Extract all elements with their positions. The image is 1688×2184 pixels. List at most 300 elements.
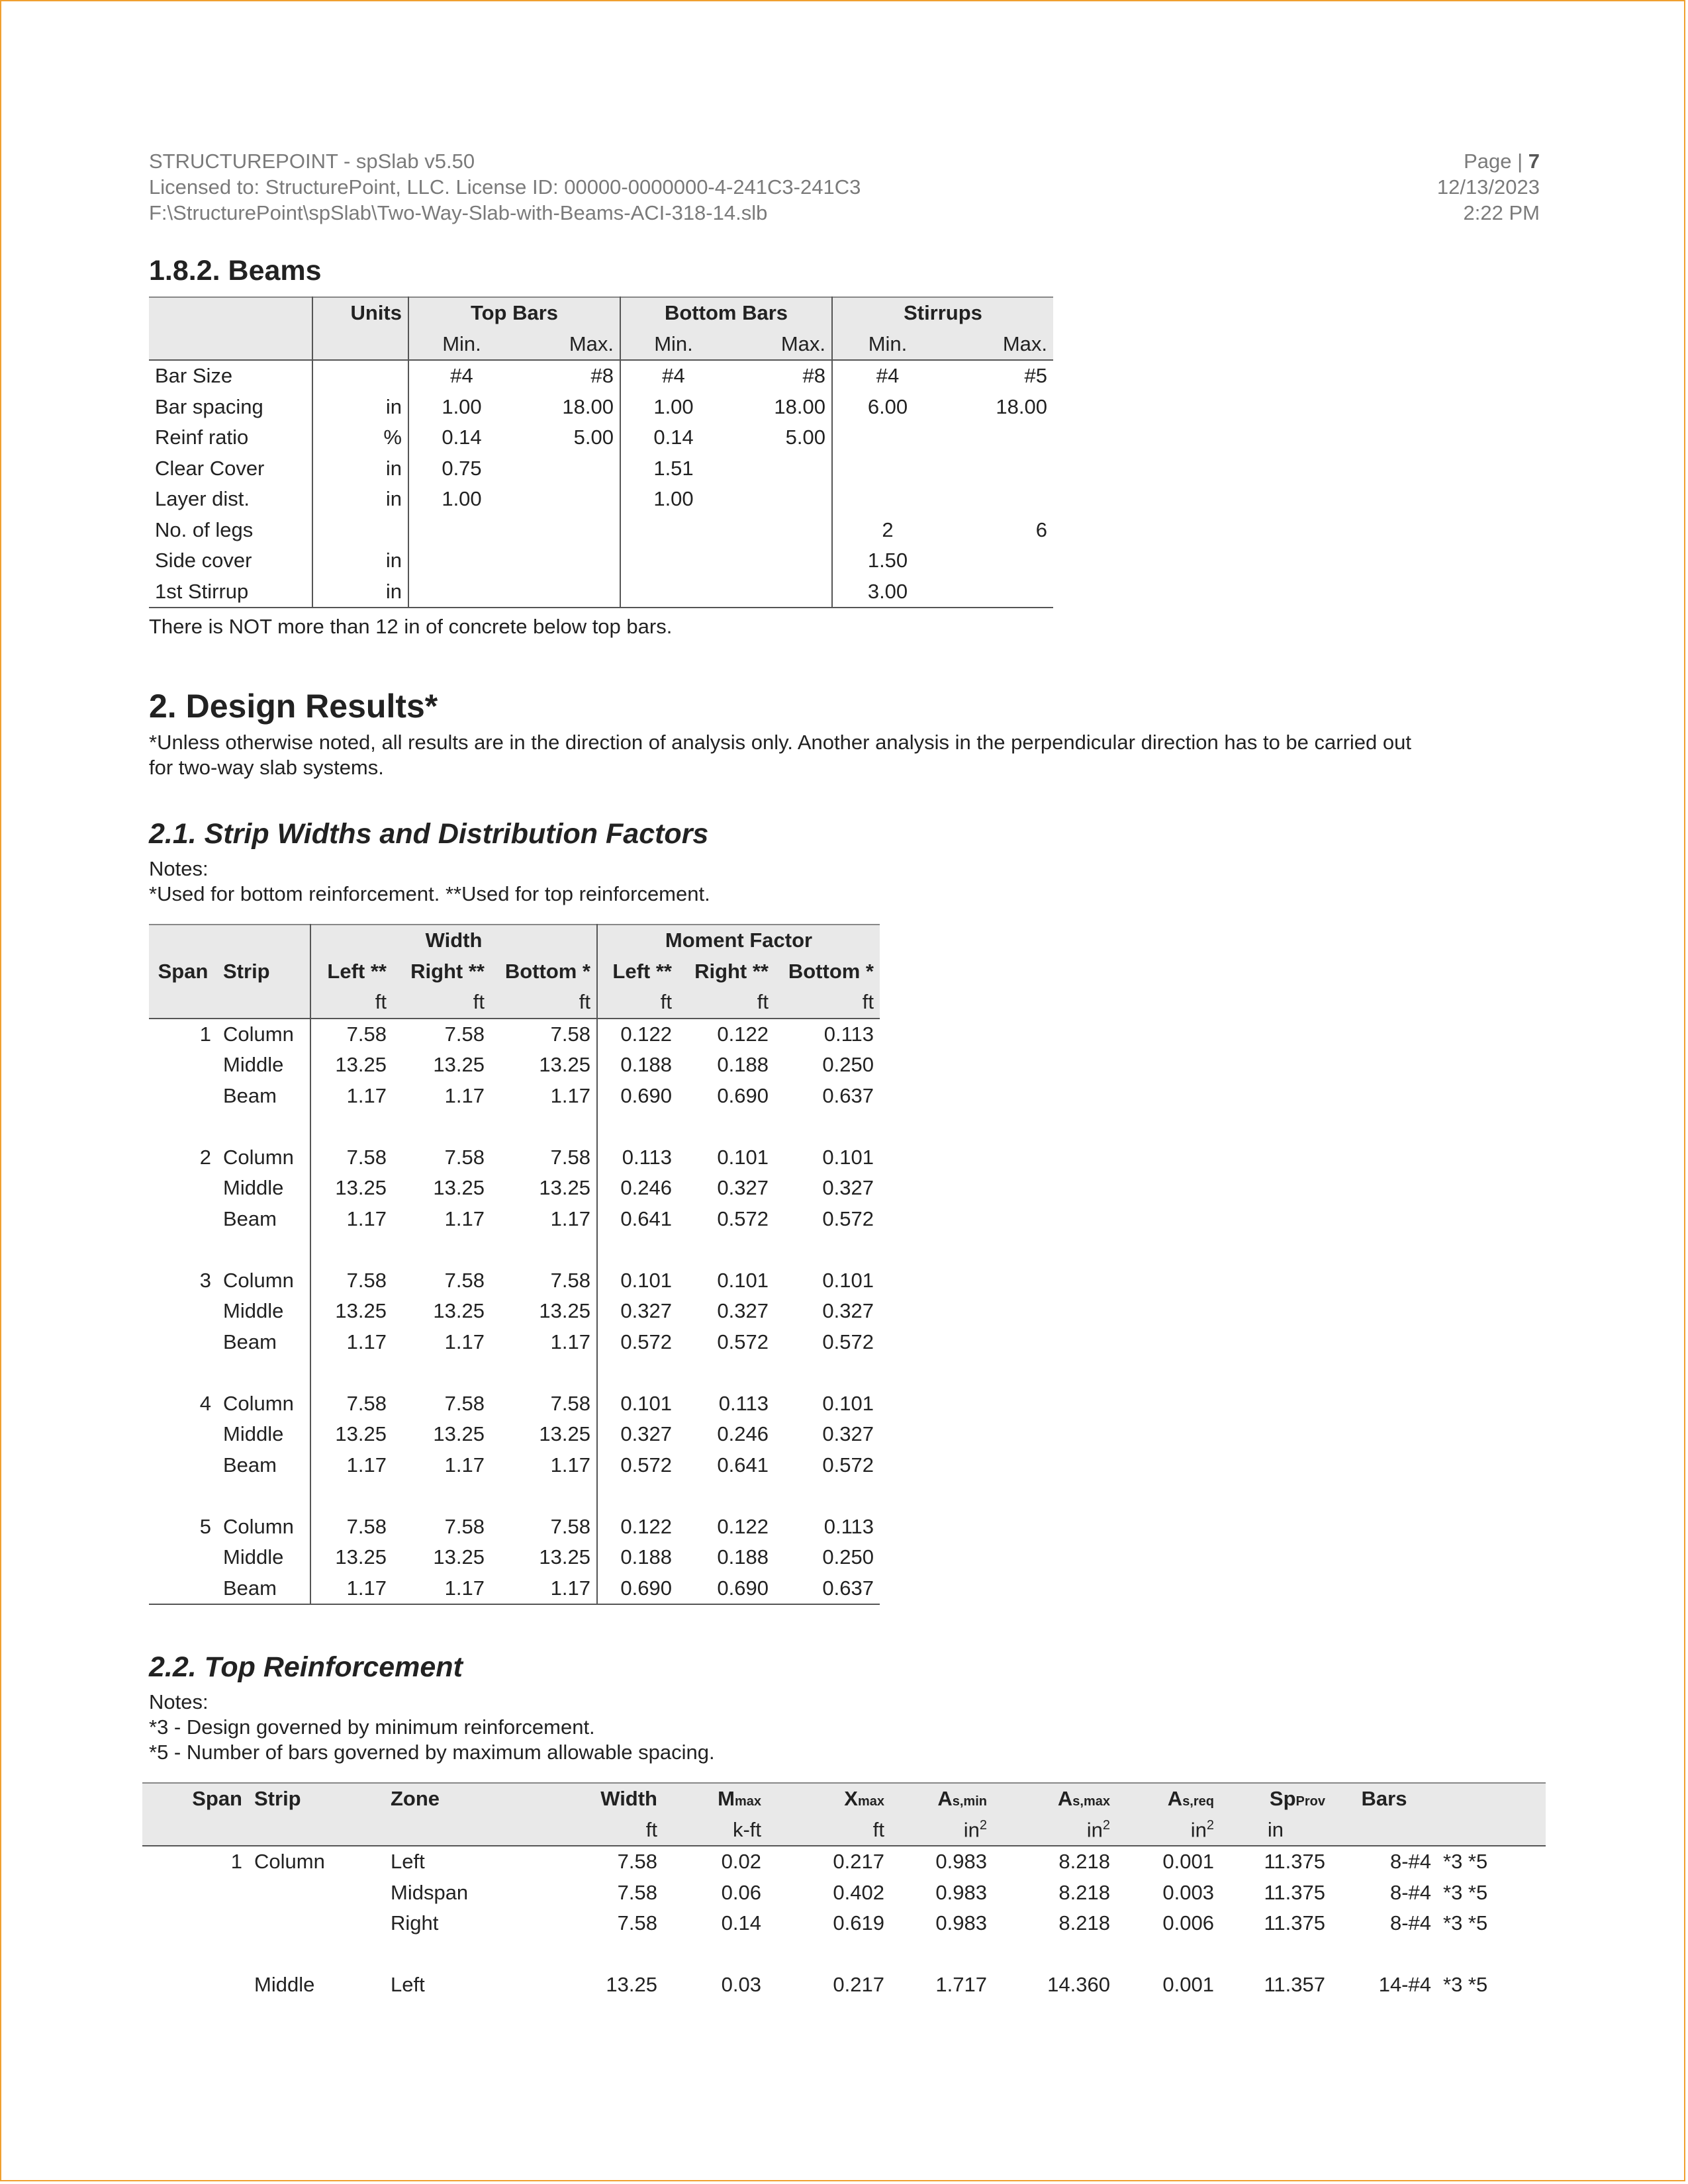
asmin-subscript: s,min [952,1794,987,1809]
span-cell [149,1327,217,1358]
strip-cell: Column [223,1022,294,1046]
top-max-header: Max. [569,332,614,355]
moment-bottom-cell: 0.572 [822,1453,874,1477]
design-note-line-2: for two-way slab systems. [149,756,384,779]
moment-right-cell: 0.572 [717,1330,769,1353]
strip-widths-table [149,924,880,1605]
spacer-cell [663,1939,767,1970]
report-header-right [1437,148,1540,226]
stirrup-max-header: Max. [1002,332,1047,355]
spacer-cell [142,1939,248,1970]
moment-bottom-cell: 0.572 [822,1330,874,1353]
spacer-cell [393,1480,491,1512]
moment-left-cell: 0.572 [597,1327,678,1358]
row-label: Reinf ratio [155,426,249,449]
span-cell: 5 [199,1514,211,1538]
beams-header-row [149,297,1053,329]
width-right-cell: 7.58 [444,1391,485,1415]
moment-right-cell: 0.690 [717,1083,769,1107]
asmin-symbol: A [937,1787,953,1811]
spacer-cell [217,1234,310,1265]
zone-cell: Right [391,1911,439,1935]
header-moment-factor: Moment Factor [597,925,880,956]
width-right-cell: 13.25 [433,1545,485,1569]
width-bottom-cell: 7.58 [550,1145,590,1169]
strip-row [149,1081,880,1112]
header-file-path: F:\StructurePoint\spSlab\Two-Way-Slab-with-Beams-ACI-318-14.slb [149,201,768,224]
stirrup-min-cell: 1.50 [832,545,943,576]
width-right-cell: 1.17 [444,1453,485,1477]
bottom-max-cell: #8 [802,364,825,388]
strip-cell: Beam [223,1083,277,1107]
top-units-row [142,1815,1546,1846]
mmax-cell: 0.03 [721,1973,761,1997]
notes-cell: *3 *5 [1443,1850,1488,1874]
as-min-cell: 0.983 [935,1850,987,1874]
spacer-cell [678,1480,774,1512]
spacer-cell [310,1111,393,1142]
beams-subheader-row [149,329,1053,361]
spacer-row [149,1480,880,1512]
strip-header-row-2 [149,956,880,987]
as-max-cell: 14.360 [1047,1973,1110,1997]
width-bottom-cell: 1.17 [550,1453,590,1477]
moment-bottom-cell: 0.327 [822,1176,874,1200]
width-right-cell: 13.25 [433,1422,485,1446]
strip-row [149,1296,880,1327]
spacer-cell [678,1357,774,1388]
width-bottom-cell: 1.17 [550,1330,590,1353]
width-left-cell: 7.58 [310,1019,393,1050]
moment-left-cell: 0.122 [597,1512,678,1543]
moment-right-cell: 0.327 [717,1299,769,1323]
beams-table [149,296,1053,608]
bottom-min-cell: #4 [620,360,726,392]
moment-bottom-cell: 0.113 [823,1022,874,1046]
strip-row [149,1019,880,1050]
design-results-note [149,730,1411,780]
top-min-cell [408,576,514,608]
stirrup-min-cell [832,422,943,453]
width-right-cell: 7.58 [444,1268,485,1292]
span-cell: 2 [199,1145,211,1169]
spacer-row [149,1234,880,1265]
header-moment-right: Right ** [694,959,769,983]
top-max-cell [514,576,620,608]
width-right-cell: 13.25 [433,1053,485,1077]
moment-left-cell: 0.101 [597,1265,678,1297]
stirrup-min-cell [832,453,943,484]
moment-right-cell: 0.122 [717,1514,769,1538]
spacer-cell [597,1111,678,1142]
spacer-cell [310,1357,393,1388]
spacer-row [149,1111,880,1142]
sp-prov-cell: 11.375 [1264,1911,1325,1935]
report-header-left [149,148,861,226]
strip-row [149,1173,880,1204]
unit-ft: ft [757,990,769,1014]
header-strip: Strip [223,959,270,983]
unit-ft: ft [473,990,485,1014]
span-cell: 1 [199,1022,211,1046]
header-width-right: Right ** [410,959,485,983]
width-right-cell: 1.17 [444,1206,485,1230]
xmax-subscript: max [857,1794,884,1809]
width-left-cell: 13.25 [310,1296,393,1327]
span-cell [149,1050,217,1081]
section-design-results-title: 2. Design Results* [149,688,438,725]
strip-cell [248,1878,385,1909]
spacer-cell [1331,1939,1437,1970]
spacer-cell [597,1480,678,1512]
top-reinf-row [142,1970,1546,2001]
beams-row [149,576,1053,608]
moment-bottom-cell: 0.101 [822,1391,874,1415]
bottom-min-cell: 1.51 [620,453,726,484]
bottom-min-cell: 1.00 [620,392,726,423]
beams-note: There is NOT more than 12 in of concrete below top bars. [149,615,673,638]
header-moment-bottom: Bottom * [788,959,874,983]
stirrup-max-cell [943,576,1053,608]
moment-right-cell: 0.101 [717,1268,769,1292]
unit-as-max [993,1815,1116,1846]
beams-row [149,545,1053,576]
spacer-cell [310,1234,393,1265]
header-xmax [767,1783,890,1815]
top-max-cell: 18.00 [562,394,614,418]
moment-right-cell: 0.101 [717,1145,769,1169]
zone-cell: Midspan [391,1880,469,1904]
unit-cell [312,360,408,392]
zone-cell: Left [391,1850,425,1874]
span-cell [149,1573,217,1605]
width-right-cell: 1.17 [444,1083,485,1107]
notes-cell: *3 *5 [1443,1911,1488,1935]
width-left-cell: 1.17 [310,1081,393,1112]
spacer-cell [774,1111,880,1142]
unit-cell: in [312,576,408,608]
bottom-min-cell [620,576,726,608]
spacer-cell [678,1234,774,1265]
header-strip: Strip [254,1787,301,1811]
spacer-cell [774,1480,880,1512]
unit-ft: ft [597,987,678,1019]
moment-bottom-cell: 0.250 [822,1053,874,1077]
bottom-max-cell: 5.00 [785,426,825,449]
strip-cell: Column [223,1145,294,1169]
spacer-cell [149,1234,217,1265]
header-program: STRUCTUREPOINT - spSlab v5.50 [149,150,475,173]
strip-notes [149,856,710,907]
asmax-symbol: A [1057,1787,1073,1811]
unit-cell: in [312,545,408,576]
mmax-cell: 0.14 [721,1911,761,1935]
header-moment-left: Left ** [597,956,678,987]
unit-ft: ft [862,990,874,1014]
width-bottom-cell: 1.17 [550,1083,590,1107]
strip-cell: Middle [223,1299,284,1323]
strip-cell [248,1908,385,1939]
mmax-symbol: M [718,1787,735,1811]
unit-cell: in [312,453,408,484]
unit-sp: in [1267,1817,1284,1841]
beams-row [149,453,1053,484]
width-bottom-cell: 13.25 [539,1176,590,1200]
section-top-reinforcement-title: 2.2. Top Reinforcement [149,1651,463,1683]
moment-left-cell: 0.113 [597,1142,678,1173]
section-beams-title: 1.8.2. Beams [149,255,322,287]
span-cell [149,1296,217,1327]
spacer-cell [491,1111,597,1142]
width-bottom-cell: 1.17 [550,1206,590,1230]
bottom-max-cell [726,453,832,484]
bottom-min-cell: 0.14 [620,422,726,453]
as-req-cell: 0.003 [1162,1880,1214,1904]
spacer-cell [217,1357,310,1388]
moment-bottom-cell: 0.101 [822,1145,874,1169]
unit-cell [312,515,408,546]
width-left-cell: 13.25 [310,1050,393,1081]
unit-width: ft [645,1817,657,1841]
width-bottom-cell: 7.58 [550,1268,590,1292]
top-note-1: *3 - Design governed by minimum reinforcement. [149,1715,595,1739]
stirrup-max-cell [943,545,1053,576]
strip-row [149,1573,880,1605]
sp-symbol: Sp [1269,1787,1296,1811]
width-cell: 7.58 [617,1911,657,1935]
strip-row [149,1204,880,1235]
moment-right-cell: 0.690 [717,1576,769,1600]
spacer-cell [217,1480,310,1512]
asreq-subscript: s,req [1182,1794,1214,1809]
row-label: Bar Size [155,364,233,388]
header-width-bottom: Bottom * [504,959,590,983]
width-left-cell: 1.17 [310,1204,393,1235]
width-bottom-cell: 1.17 [550,1576,590,1600]
row-label: Bar spacing [155,394,263,418]
spacer-cell [993,1939,1116,1970]
header-as-req [1116,1783,1220,1815]
width-cell: 13.25 [606,1973,657,1997]
width-bottom-cell: 7.58 [550,1391,590,1415]
as-req-cell: 0.001 [1162,1973,1214,1997]
moment-right-cell: 0.327 [717,1176,769,1200]
unit-in: in [1086,1817,1103,1841]
top-min-cell: #4 [408,360,514,392]
unit-cell: in [312,484,408,515]
width-right-cell: 7.58 [444,1022,485,1046]
spacer-cell [385,1939,520,1970]
strip-cell: Middle [223,1545,284,1569]
spacer-cell [248,1939,385,1970]
spacer-cell [1116,1939,1220,1970]
top-max-cell: 5.00 [573,426,614,449]
top-min-cell: 0.14 [408,422,514,453]
spacer-row [142,1939,1546,1970]
header-mmax [663,1783,767,1815]
top-reinf-row [142,1878,1546,1909]
moment-bottom-cell: 0.637 [822,1576,874,1600]
notes-cell: *3 *5 [1443,1880,1488,1904]
stirrup-max-cell: 18.00 [996,394,1047,418]
strip-cell: Beam [223,1576,277,1600]
moment-bottom-cell: 0.327 [822,1299,874,1323]
span-cell [149,1173,217,1204]
row-label: Side cover [155,549,252,572]
stirrup-min-header: Min. [832,329,943,361]
width-left-cell: 1.17 [310,1573,393,1605]
span-cell [149,1450,217,1481]
moment-left-cell: 0.246 [597,1173,678,1204]
spacer-cell [149,1111,217,1142]
strip-units-row [149,987,880,1019]
moment-right-cell: 0.188 [717,1545,769,1569]
beams-row [149,360,1053,392]
section-strip-widths-title: 2.1. Strip Widths and Distribution Factors [149,818,709,850]
top-reinf-row [142,1846,1546,1878]
span-cell [149,1204,217,1235]
strip-row [149,1327,880,1358]
design-note-line-1: *Unless otherwise noted, all results are in the direction of analysis only. Another analysis in the perpendicular direction has to be carried out [149,731,1411,754]
width-left-cell: 7.58 [310,1512,393,1543]
spacer-cell [217,1111,310,1142]
as-req-cell: 0.001 [1162,1850,1214,1874]
bars-cell: 8-#4 [1389,1850,1431,1874]
sp-prov-cell: 11.357 [1264,1973,1325,1997]
spacer-cell [491,1480,597,1512]
moment-left-cell: 0.122 [597,1019,678,1050]
row-label: No. of legs [155,518,254,541]
width-bottom-cell: 13.25 [539,1545,590,1569]
as-max-cell: 8.218 [1058,1880,1110,1904]
strip-row [149,1265,880,1297]
bars-cell: 8-#4 [1389,1880,1431,1904]
moment-left-cell: 0.690 [597,1573,678,1605]
header-bars: Bars [1361,1787,1407,1811]
spacer-cell [774,1234,880,1265]
top-header-row [142,1783,1546,1815]
beams-row [149,422,1053,453]
beams-row [149,392,1053,423]
asreq-symbol: A [1167,1787,1183,1811]
strip-cell: Column [223,1514,294,1538]
sp-subscript: Prov [1295,1794,1325,1809]
header-zone: Zone [391,1787,440,1811]
header-sp-prov [1220,1783,1331,1815]
stirrup-max-cell [943,484,1053,515]
as-req-cell: 0.006 [1162,1911,1214,1935]
unit-x: ft [872,1817,884,1841]
strip-cell: Beam [223,1330,277,1353]
spacer-cell [393,1357,491,1388]
top-note-2: *5 - Number of bars governed by maximum allowable spacing. [149,1741,715,1764]
moment-left-cell: 0.572 [597,1450,678,1481]
top-min-cell: 1.00 [408,392,514,423]
moment-bottom-cell: 0.113 [823,1514,874,1538]
spacer-cell [393,1111,491,1142]
moment-bottom-cell: 0.101 [822,1268,874,1292]
strip-row [149,1419,880,1450]
page-label: Page | [1464,150,1528,173]
spacer-cell [149,1480,217,1512]
bottom-min-cell: 1.00 [620,484,726,515]
span-cell [149,1542,217,1573]
unit-ft: ft [310,987,393,1019]
width-left-cell: 13.25 [310,1173,393,1204]
xmax-cell: 0.402 [833,1880,884,1904]
header-as-min [890,1783,993,1815]
moment-right-cell: 0.113 [718,1391,769,1415]
strip-cell: Middle [223,1422,284,1446]
moment-left-cell: 0.327 [597,1419,678,1450]
bottom-min-header: Min. [620,329,726,361]
header-span: Span [192,1787,242,1811]
width-left-cell: 7.58 [310,1388,393,1420]
notes-cell: *3 *5 [1443,1973,1488,1997]
top-min-header: Min. [408,329,514,361]
moment-right-cell: 0.188 [717,1053,769,1077]
header-license: Licensed to: StructurePoint, LLC. License ID: 00000-0000000-4-241C3-241C3 [149,175,861,199]
bottom-max-header: Max. [780,332,825,355]
strip-row [149,1050,880,1081]
spacer-cell [774,1357,880,1388]
header-width: Width [310,925,597,956]
strip-row [149,1388,880,1420]
span-cell [142,1878,248,1909]
header-stirrups: Stirrups [832,297,1053,329]
unit-sup: 2 [1206,1817,1214,1833]
strip-header-row-1 [149,925,880,956]
strip-cell: Beam [223,1206,277,1230]
width-cell: 7.58 [617,1880,657,1904]
width-bottom-cell: 13.25 [539,1299,590,1323]
header-as-max [993,1783,1116,1815]
width-right-cell: 13.25 [433,1176,485,1200]
unit-as-req [1116,1815,1220,1846]
moment-left-cell: 0.327 [597,1296,678,1327]
spacer-cell [491,1357,597,1388]
strip-cell: Column [254,1850,325,1874]
zone-cell: Left [391,1973,425,1997]
strip-row [149,1512,880,1543]
width-left-cell: 13.25 [310,1542,393,1573]
top-notes-label: Notes: [149,1690,209,1713]
as-min-cell: 0.983 [935,1880,987,1904]
stirrup-min-cell [832,484,943,515]
top-max-cell [514,515,620,546]
top-max-cell [514,453,620,484]
header-page [1437,148,1540,174]
bars-cell: 8-#4 [1389,1911,1431,1935]
unit-cell: % [312,422,408,453]
width-left-cell: 7.58 [310,1142,393,1173]
header-span: Span [158,959,209,983]
spacer-cell [767,1939,890,1970]
span-cell: 3 [199,1268,211,1292]
stirrup-max-cell: 6 [1035,518,1047,541]
top-min-cell [408,545,514,576]
moment-bottom-cell: 0.327 [822,1422,874,1446]
bottom-max-cell [726,576,832,608]
stirrup-max-cell [943,453,1053,484]
header-time: 2:22 PM [1463,201,1540,224]
strip-cell: Middle [254,1973,315,1997]
page-number: 7 [1528,150,1540,173]
moment-right-cell: 0.572 [717,1206,769,1230]
strip-row [149,1450,880,1481]
strip-notes-text: *Used for bottom reinforcement. **Used for top reinforcement. [149,882,710,905]
width-left-cell: 7.58 [310,1265,393,1297]
